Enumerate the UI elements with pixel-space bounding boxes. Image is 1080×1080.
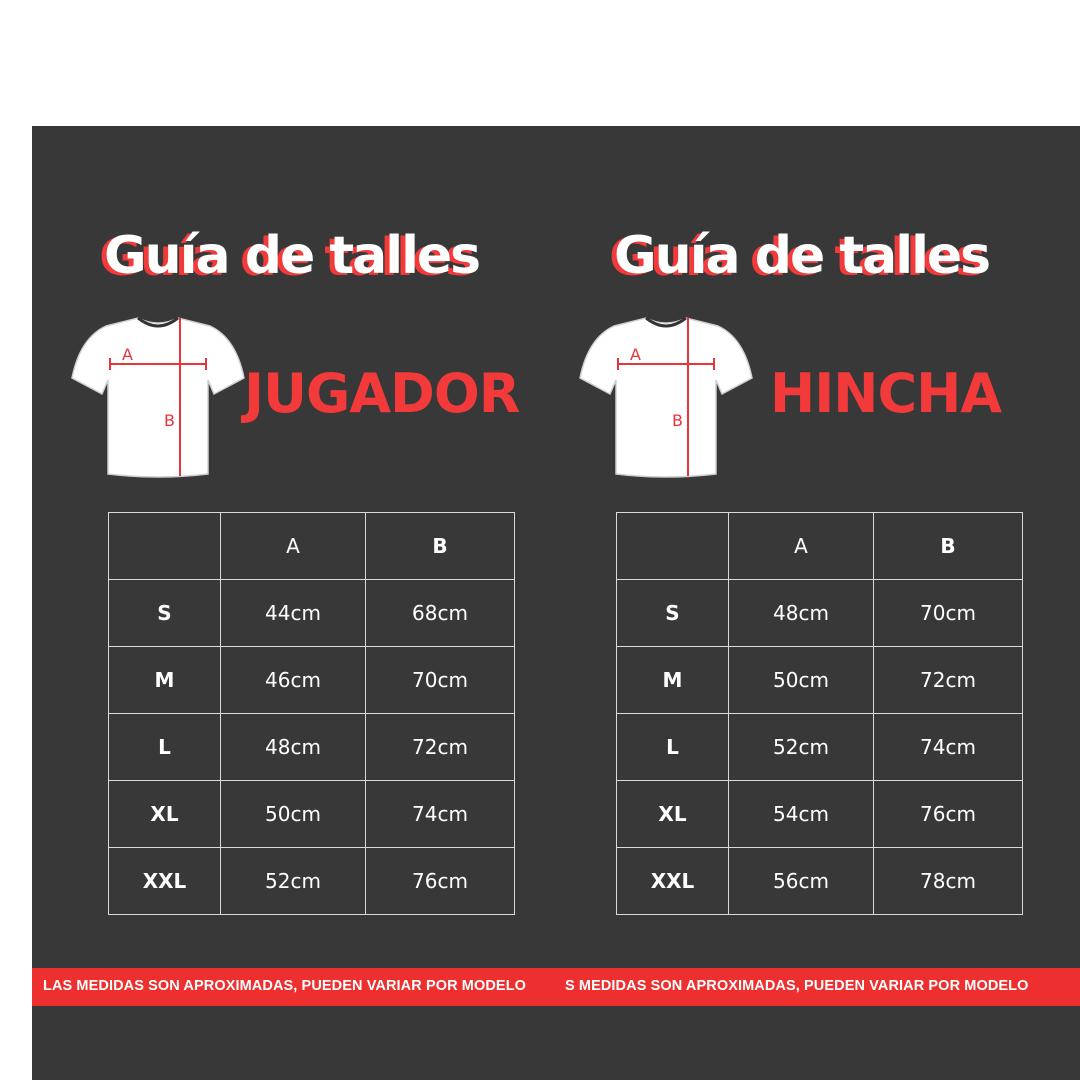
measure-b-cell: 70cm: [366, 647, 515, 714]
measure-b-cell: 78cm: [874, 848, 1023, 915]
measure-a-cell: 48cm: [729, 580, 874, 647]
table-row: [109, 781, 515, 848]
measure-a-cell: 56cm: [729, 848, 874, 915]
disclaimer-text-repeat: S MEDIDAS SON APROXIMADAS, PUEDEN VARIAR POR MODELO: [565, 978, 1029, 994]
size-cell: XL: [109, 781, 221, 848]
measure-b-cell: 72cm: [366, 714, 515, 781]
measure-b-cell: 68cm: [366, 580, 515, 647]
measure-a-cell: 52cm: [729, 714, 874, 781]
measure-b-cell: 74cm: [366, 781, 515, 848]
measure-b-cell: 74cm: [874, 714, 1023, 781]
tshirt-measure-icon: [68, 314, 248, 480]
shirt-label-b: B: [164, 411, 175, 430]
header-cell-b: B: [874, 513, 1023, 580]
header-cell-a: A: [729, 513, 874, 580]
disclaimer-banner: [32, 968, 1080, 1006]
size-guide-panel: [32, 126, 1080, 1080]
disclaimer-text: LAS MEDIDAS SON APROXIMADAS, PUEDEN VARIAR POR MODELO: [43, 978, 527, 994]
table-row: [617, 647, 1023, 714]
size-cell: L: [109, 714, 221, 781]
table-row: [109, 580, 515, 647]
size-cell: S: [109, 580, 221, 647]
shirt-label-a: A: [122, 345, 133, 364]
table-header-row: [617, 513, 1023, 580]
table-row: [617, 781, 1023, 848]
size-table-jugador: [108, 512, 515, 915]
measure-a-cell: 50cm: [221, 781, 366, 848]
table-row: [109, 848, 515, 915]
header-cell-a: A: [221, 513, 366, 580]
measure-a-cell: 48cm: [221, 714, 366, 781]
size-cell: L: [617, 714, 729, 781]
measure-a-cell: 52cm: [221, 848, 366, 915]
measure-b-cell: 76cm: [874, 781, 1023, 848]
measure-a-cell: 50cm: [729, 647, 874, 714]
tshirt-measure-icon: [576, 314, 756, 480]
table-row: [109, 647, 515, 714]
shirt-label-a: A: [630, 345, 641, 364]
shirt-label-b: B: [672, 411, 683, 430]
guide-title-hincha: Guía de talles: [614, 226, 990, 286]
header-cell-empty: [109, 513, 221, 580]
size-table-hincha: [616, 512, 1023, 915]
table-header-row: [109, 513, 515, 580]
header-cell-b: B: [366, 513, 515, 580]
table-row: [617, 580, 1023, 647]
size-cell: XL: [617, 781, 729, 848]
type-label-jugador: JUGADOR: [244, 362, 520, 425]
measure-a-cell: 46cm: [221, 647, 366, 714]
size-cell: M: [617, 647, 729, 714]
measure-b-cell: 70cm: [874, 580, 1023, 647]
measure-b-cell: 72cm: [874, 647, 1023, 714]
table-row: [109, 714, 515, 781]
measure-a-cell: 44cm: [221, 580, 366, 647]
table-row: [617, 714, 1023, 781]
measure-b-cell: 76cm: [366, 848, 515, 915]
measure-a-cell: 54cm: [729, 781, 874, 848]
size-cell: XXL: [617, 848, 729, 915]
type-label-hincha: HINCHA: [770, 362, 1002, 425]
size-cell: S: [617, 580, 729, 647]
header-cell-empty: [617, 513, 729, 580]
size-cell: M: [109, 647, 221, 714]
size-cell: XXL: [109, 848, 221, 915]
guide-title-jugador: Guía de talles: [104, 226, 480, 286]
table-row: [617, 848, 1023, 915]
